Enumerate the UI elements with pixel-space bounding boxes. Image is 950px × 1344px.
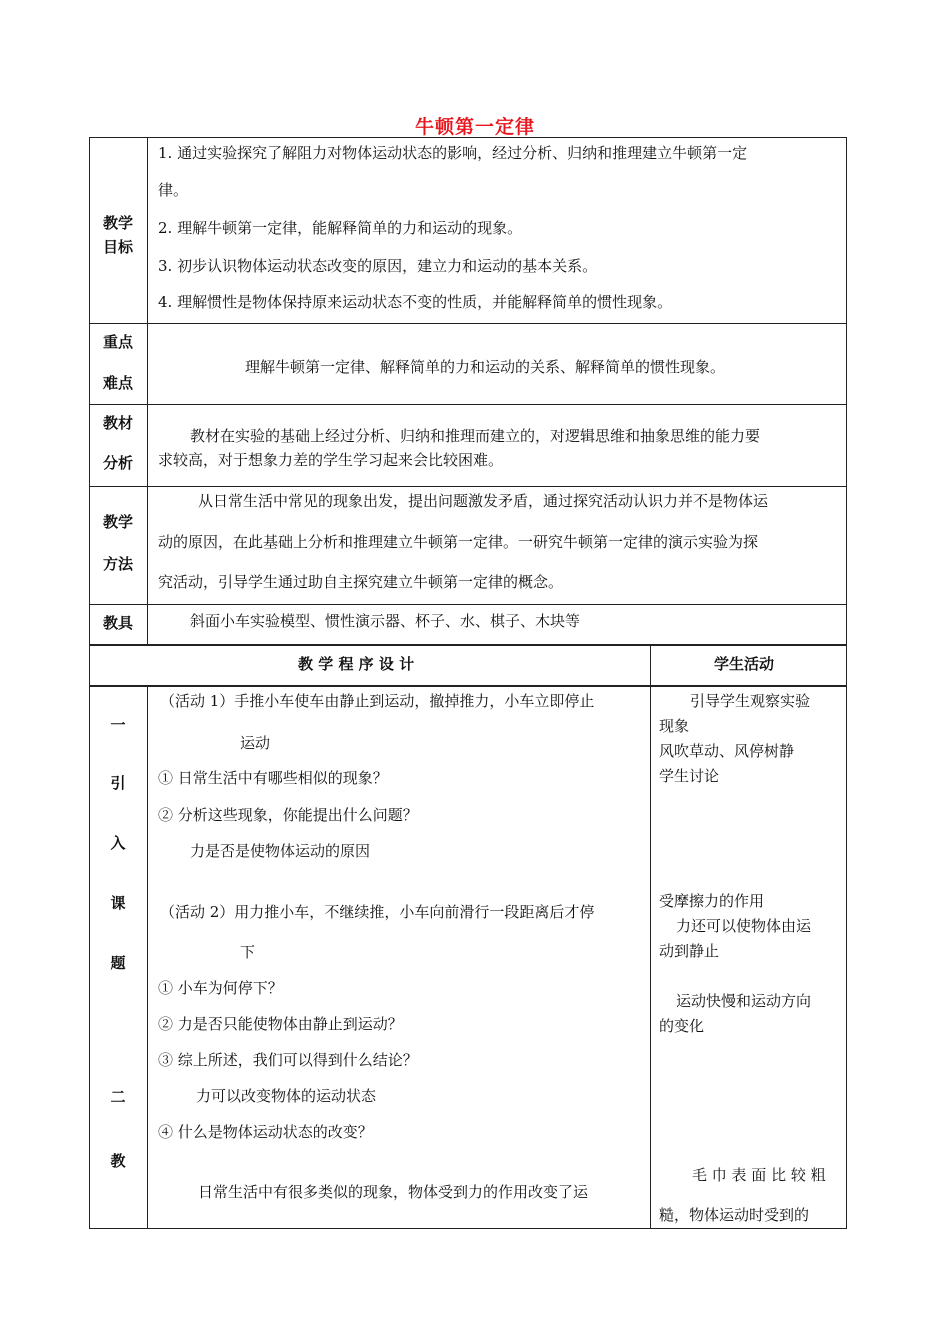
objective-item: 3. 初步认识物体运动状态改变的原因，建立力和运动的基本关系。 — [158, 257, 598, 275]
student-line: 力还可以使物体由运 — [676, 917, 812, 935]
material-label-2: 分析 — [102, 454, 133, 472]
header-column-divider — [650, 645, 651, 686]
objectives-label-2: 目标 — [102, 238, 133, 256]
lesson-info-table — [89, 137, 847, 645]
material-line: 求较高，对于想象力差的学生学习起来会比较困难。 — [158, 451, 504, 469]
tools-text: 斜面小车实验模型、惯性演示器、杯子、水、棋子、木块等 — [190, 612, 581, 630]
objective-item: 4. 理解惯性是物体保持原来运动状态不变的性质，并能解释简单的惯性现象。 — [158, 293, 673, 311]
procedure-header: 教 学 程 序 设 计 — [298, 655, 415, 673]
student-line: 现象 — [659, 717, 690, 735]
side-char: 课 — [110, 894, 126, 912]
row-divider — [89, 486, 847, 487]
keypoints-label-1: 重点 — [102, 333, 133, 351]
side-char: 二 — [110, 1088, 126, 1106]
procedure-line: 力是否是使物体运动的原因 — [190, 842, 371, 860]
row-divider — [89, 404, 847, 405]
material-line: 教材在实验的基础上经过分析、归纳和推理而建立的，对逻辑思维和抽象思维的能力要 — [190, 427, 761, 445]
method-line: 动的原因，在此基础上分析和推理建立牛顿第一定律。一研究牛顿第一定律的演示实验为探 — [158, 533, 759, 551]
method-line: 从日常生活中常见的现象出发，提出问题激发矛盾，通过探究活动认识力并不是物体运 — [198, 492, 769, 510]
student-line: 风吹草动、风停树静 — [659, 742, 795, 760]
objectives-label-1: 教学 — [102, 214, 133, 232]
keypoints-text: 理解牛顿第一定律、解释简单的力和运动的关系、解释简单的惯性现象。 — [245, 358, 726, 376]
procedure-line: （活动 1）手推小车使车由静止到运动，撤掉推力，小车立即停止 — [160, 692, 595, 710]
objective-item: 2. 理解牛顿第一定律，能解释简单的力和运动的现象。 — [158, 219, 523, 237]
procedure-line: 日常生活中有很多类似的现象，物体受到力的作用改变了运 — [198, 1183, 589, 1201]
objective-item: 1. 通过实验探究了解阻力对物体运动状态的影响，经过分析、归纳和推理建立牛顿第一定 — [158, 144, 748, 162]
student-line: 的变化 — [659, 1017, 705, 1035]
procedure-line: ② 力是否只能使物体由静止到运动？ — [158, 1015, 403, 1033]
row-divider — [89, 323, 847, 324]
student-line: 动到静止 — [659, 942, 720, 960]
body-column-divider — [650, 686, 651, 1229]
student-line: 运动快慢和运动方向 — [676, 992, 812, 1010]
student-line: 学生讨论 — [659, 767, 720, 785]
procedure-line: ④ 什么是物体运动状态的改变？ — [158, 1123, 373, 1141]
procedure-line: ② 分析这些现象，你能提出什么问题？ — [158, 806, 418, 824]
procedure-line: 运动 — [240, 734, 271, 752]
procedure-line: 下 — [240, 943, 256, 961]
label-column-divider — [147, 137, 148, 645]
student-activity-header: 学生活动 — [714, 655, 775, 673]
procedure-line: （活动 2）用力推小车，不继续推，小车向前滑行一段距离后才停 — [160, 903, 595, 921]
side-char: 入 — [110, 834, 126, 852]
side-char: 一 — [110, 716, 126, 734]
side-char: 教 — [110, 1152, 126, 1170]
method-line: 究活动，引导学生通过助自主探究建立牛顿第一定律的概念。 — [158, 573, 564, 591]
student-line: 糙，物体运动时受到的 — [659, 1206, 810, 1224]
procedure-line: ③ 综上所述，我们可以得到什么结论？ — [158, 1051, 418, 1069]
material-label-1: 教材 — [102, 414, 133, 432]
procedure-line: ① 日常生活中有哪些相似的现象？ — [158, 769, 388, 787]
keypoints-label-2: 难点 — [102, 374, 133, 392]
method-label-2: 方法 — [102, 555, 133, 573]
side-char: 引 — [110, 774, 126, 792]
student-line: 毛 巾 表 面 比 较 粗 — [692, 1166, 826, 1184]
objective-item: 律。 — [158, 181, 189, 199]
side-char: 题 — [110, 954, 126, 972]
method-label-1: 教学 — [102, 513, 133, 531]
page-title: 牛顿第一定律 — [414, 116, 535, 138]
student-line: 受摩擦力的作用 — [659, 892, 765, 910]
tools-label: 教具 — [102, 614, 133, 632]
row-divider — [89, 604, 847, 605]
student-line: 引导学生观察实验 — [690, 692, 811, 710]
procedure-line: 力可以改变物体的运动状态 — [196, 1087, 377, 1105]
body-label-divider — [147, 686, 148, 1229]
procedure-line: ① 小车为何停下？ — [158, 979, 283, 997]
